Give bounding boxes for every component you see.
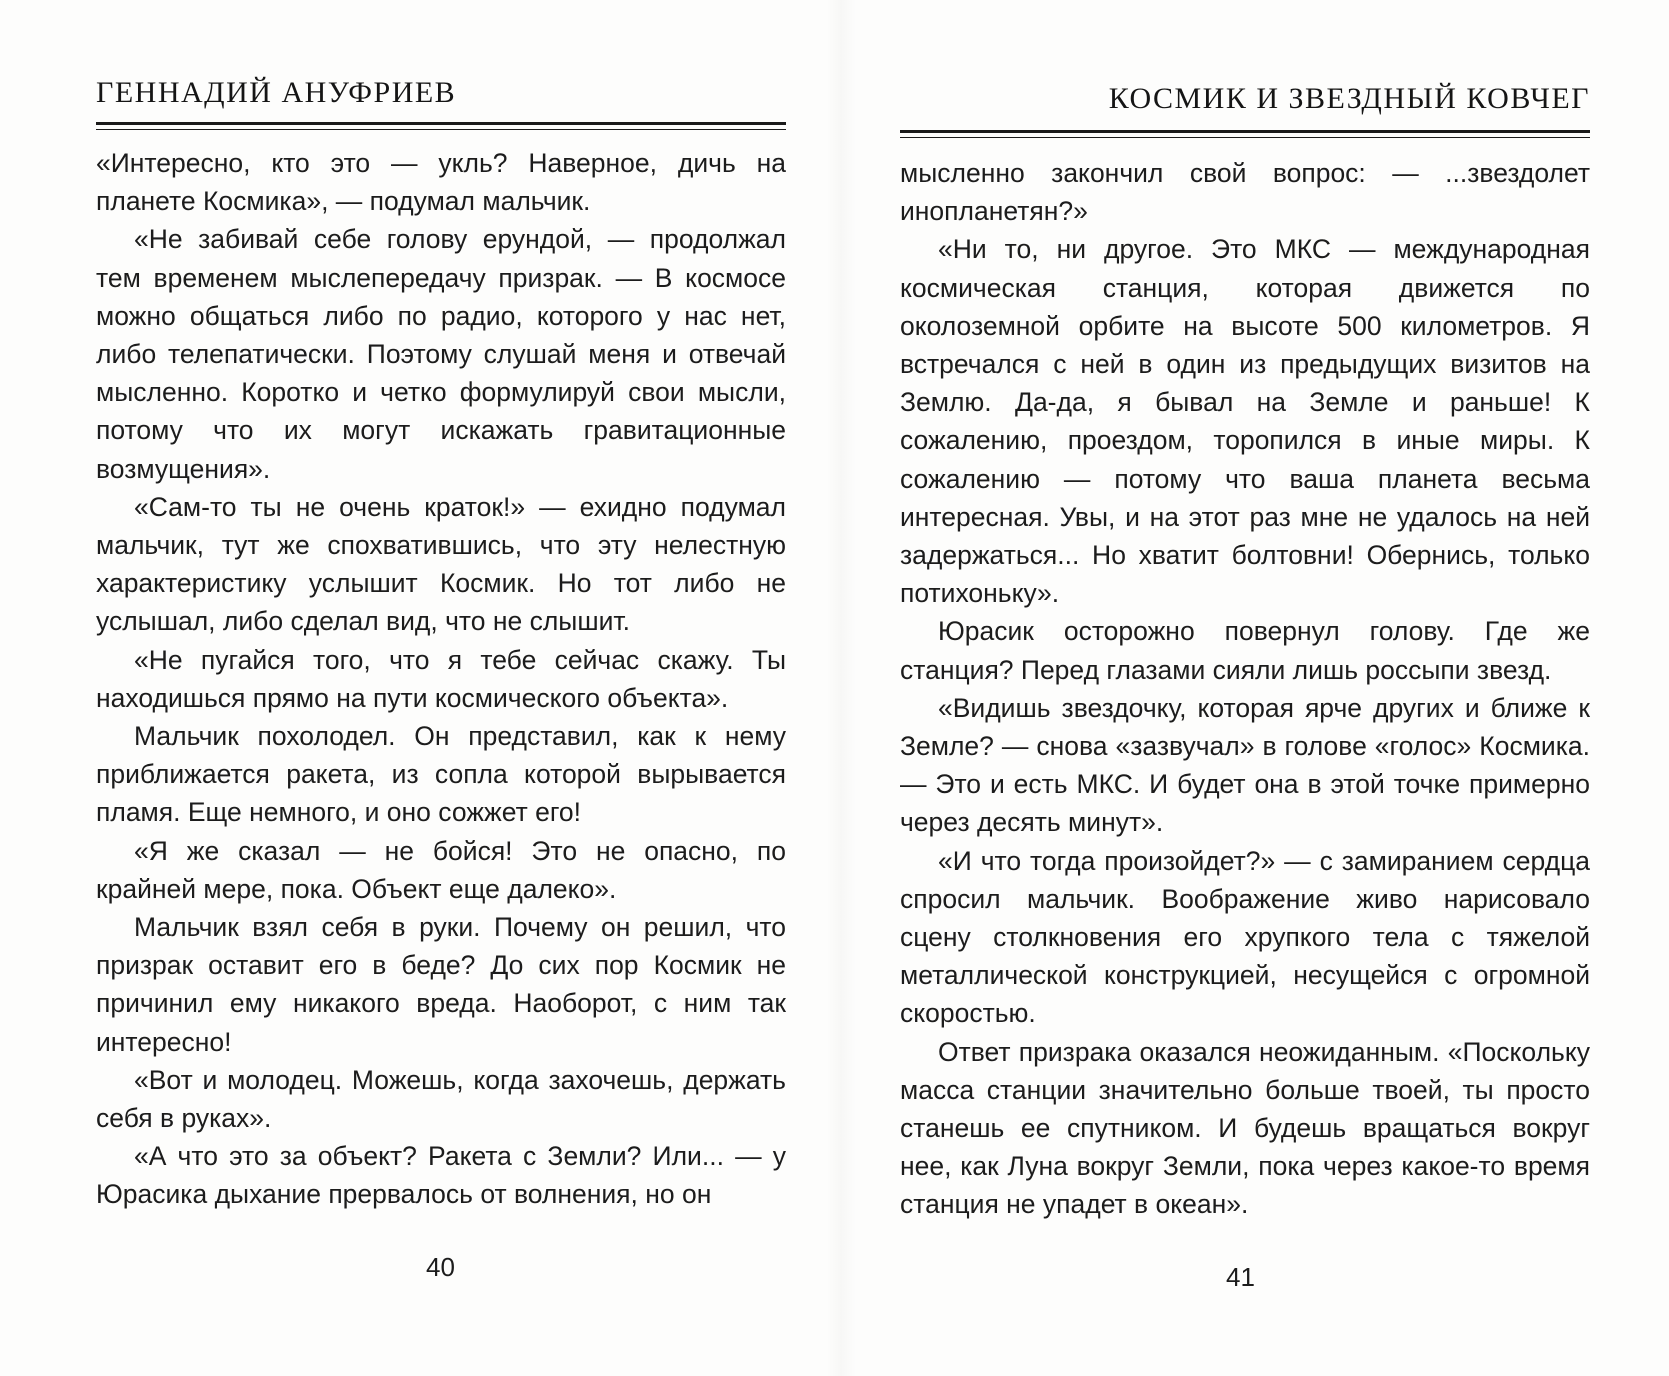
- paragraph: «Не забивай себе голову ерундой, — продолжал тем временем мыслепередачу призрак. — В космосе можно общаться либо по радио, которого у нас нет, либо телепатически. Поэтому слушай меня и отвечай мысленно. Коротко и четко формулируй свои мысли, потому что их могут искажать гравитационные возмущения».: [96, 224, 786, 484]
- paragraph: «Видишь звездочку, которая ярче других и ближе к Земле? — снова «зазвучал» в голове «голос» Космика. — Это и есть МКС. И будет она в этой точке примерно через десять минут».: [900, 692, 1590, 838]
- left-page: [96, 0, 786, 1376]
- header-rule: [96, 122, 786, 130]
- paragraph: мысленно закончил свой вопрос: — ...звездолет инопланетян?»: [900, 158, 1590, 227]
- paragraph: «Я же сказал — не бойся! Это не опасно, по крайней мере, пока. Объект еще далеко».: [96, 835, 786, 904]
- page-number: 40: [426, 1252, 455, 1282]
- paragraph: «Вот и молодец. Можешь, когда захочешь, держать себя в руках».: [96, 1064, 786, 1134]
- page-body: [900, 154, 1590, 1224]
- book-gutter: [826, 0, 856, 1376]
- header-rule: [900, 130, 1590, 138]
- page-body: [96, 144, 786, 1214]
- paragraph: «Ни то, ни другое. Это МКС — международная космическая станция, которая движется по околоземной орбите на высоте 500 километров. Я встречался с ней в один из предыдущих визитов на Землю. Да-да, я бывал на Земле и раньше! К сожалению, проездом, торопился в иные миры. К сожалению — потому что ваша планета весьма интересная. Увы, и на этот раз мне не удалось на ней задержаться... Но хватит болтовни! Обернись, только потихоньку».: [900, 234, 1590, 609]
- paragraph: Юрасик осторожно повернул голову. Где же станция? Перед глазами сияли лишь россыпи звезд.: [900, 616, 1590, 685]
- right-page: [900, 0, 1590, 1376]
- page-number: 41: [1226, 1262, 1255, 1292]
- paragraph: Мальчик похолодел. Он представил, как к нему приближается ракета, из сопла которой вырывается пламя. Еще немного, и оно сожжет его!: [96, 721, 786, 828]
- paragraph: «Сам-то ты не очень краток!» — ехидно подумал мальчик, тут же спохватившись, что эту нелестную характеристику услышит Космик. Но тот либо не услышал, либо сделал вид, что не слышит.: [96, 491, 786, 637]
- paragraph: «А что это за объект? Ракета с Земли? Или... — у Юрасика дыхание прервалось от волнения, но он: [96, 1141, 786, 1210]
- paragraph: Ответ призрака оказался неожиданным. «Поскольку масса станции значительно больше твоей, ты просто станешь ее спутником. И будешь вращаться вокруг нее, как Луна вокруг Земли, пока через какое-то время станция не упадет в океан».: [900, 1036, 1590, 1220]
- paragraph: Мальчик взял себя в руки. Почему он решил, что призрак оставит его в беде? До сих пор Космик не причинил ему никакого вреда. Наоборот, с ним так интересно!: [96, 912, 786, 1057]
- running-head-author: ГЕННАДИЙ АНУФРИЕВ: [96, 76, 457, 109]
- paragraph: «Интересно, кто это — укль? Наверное, дичь на планете Космика», — подумал мальчик.: [96, 148, 786, 217]
- running-head-title: КОСМИК И ЗВЕЗДНЫЙ КОВЧЕГ: [1108, 82, 1590, 115]
- paragraph: «Не пугайся того, что я тебе сейчас скажу. Ты находишься прямо на пути космического объекта».: [96, 644, 786, 713]
- paragraph: «И что тогда произойдет?» — с замиранием сердца спросил мальчик. Воображение живо нарисовало сцену столкновения его хрупкого тела с тяжелой металлической конструкцией, несущейся с огромной скоростью.: [900, 845, 1590, 1029]
